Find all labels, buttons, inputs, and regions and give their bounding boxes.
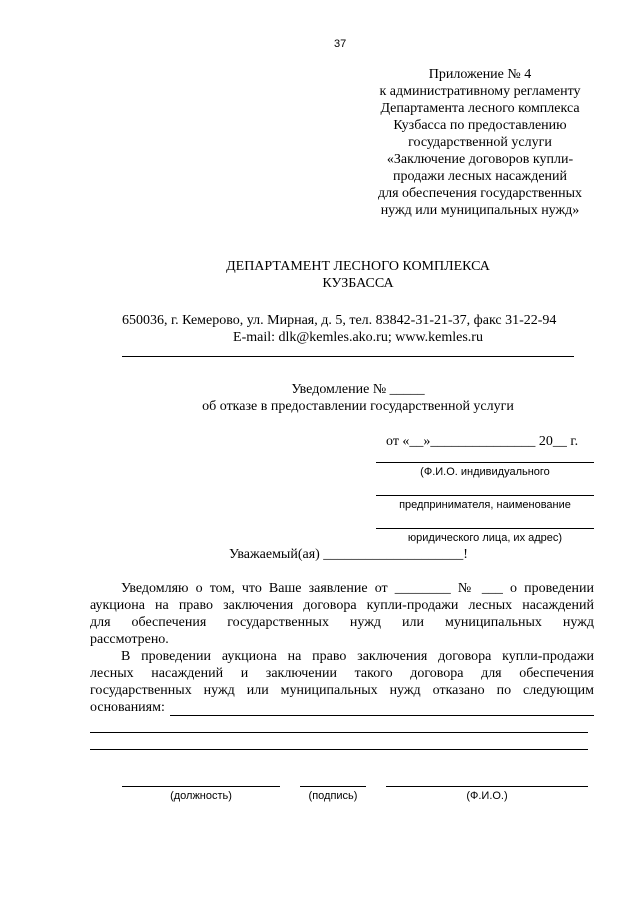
paragraph-2: [90, 648, 594, 716]
department-header: [90, 258, 626, 292]
appendix-line: «Заключение договоров купли-: [386, 152, 574, 167]
appendix-line: для обеспечения государственных: [378, 186, 582, 201]
paragraph-line: рассмотрено.: [90, 632, 169, 647]
notice-subtitle: об отказе в предоставлении государственной услуги: [202, 399, 514, 414]
appendix-line: Кузбасса по предоставлению: [393, 118, 567, 133]
signature-position-line: [122, 786, 280, 787]
paragraph-line: В проведении аукциона на право заключения договора купли-продажи: [121, 649, 594, 664]
appendix-block: [360, 66, 600, 219]
paragraph-line: аукциона на право заключения договора купли-продажи лесных насаждений: [90, 598, 594, 613]
header-divider: [122, 356, 574, 357]
notice-date: от «__»_______________ 20__ г.: [386, 434, 579, 449]
signature-sign-line: [300, 786, 366, 787]
appendix-line: нужд или муниципальных нужд»: [380, 203, 580, 218]
notice-title: Уведомление № _____: [291, 382, 425, 397]
appendix-line: к административному регламенту: [379, 84, 581, 99]
appendix-line: государственной услуги: [408, 135, 552, 150]
department-name-cont: КУЗБАССА: [322, 276, 394, 291]
reasons-line: [90, 732, 588, 733]
addressee-label-1: (Ф.И.О. индивидуального: [420, 466, 550, 478]
signature-fio-label: (Ф.И.О.): [466, 790, 508, 802]
addressee-line: [376, 495, 594, 496]
addressee-label-2: предпринимателя, наименование: [399, 499, 571, 511]
page-number: 37: [334, 38, 347, 50]
department-name: ДЕПАРТАМЕНТ ЛЕСНОГО КОМПЛЕКСА: [226, 259, 490, 274]
paragraph-line: лесных насаждений и заключении такого договора для обеспечения: [90, 666, 594, 681]
signature-position-label: (должность): [170, 790, 232, 802]
addressee-label-3: юридического лица, их адрес): [407, 532, 563, 544]
addressee-line: [376, 528, 594, 529]
paragraph-line: государственных нужд или муниципальных нужд отказано по следующим: [90, 683, 594, 698]
paragraph-line: Уведомляю о том, что Ваше заявление от ________ № ___ о проведении: [121, 581, 594, 596]
paragraph-1: [90, 580, 594, 648]
reasons-line: [90, 749, 588, 750]
reasons-line: [170, 715, 594, 716]
department-address: 650036, г. Кемерово, ул. Мирная, д. 5, тел. 83842-31-21-37, факс 31-22-94: [122, 313, 557, 328]
salutation: Уважаемый(ая) ____________________!: [229, 547, 468, 562]
addressee-line: [376, 462, 594, 463]
paragraph-line: основаниям:: [90, 700, 165, 715]
appendix-line: Департамента лесного комплекса: [380, 101, 580, 116]
paragraph-line: для обеспечения государственных нужд или муниципальных нужд: [90, 615, 594, 630]
appendix-line: Приложение № 4: [428, 67, 532, 82]
appendix-line: продажи лесных насаждений: [392, 169, 568, 184]
signature-sign-label: (подпись): [308, 790, 358, 802]
signature-fio-line: [386, 786, 588, 787]
department-contacts: E-mail: dlk@kemles.ako.ru; www.kemles.ru: [233, 330, 483, 345]
